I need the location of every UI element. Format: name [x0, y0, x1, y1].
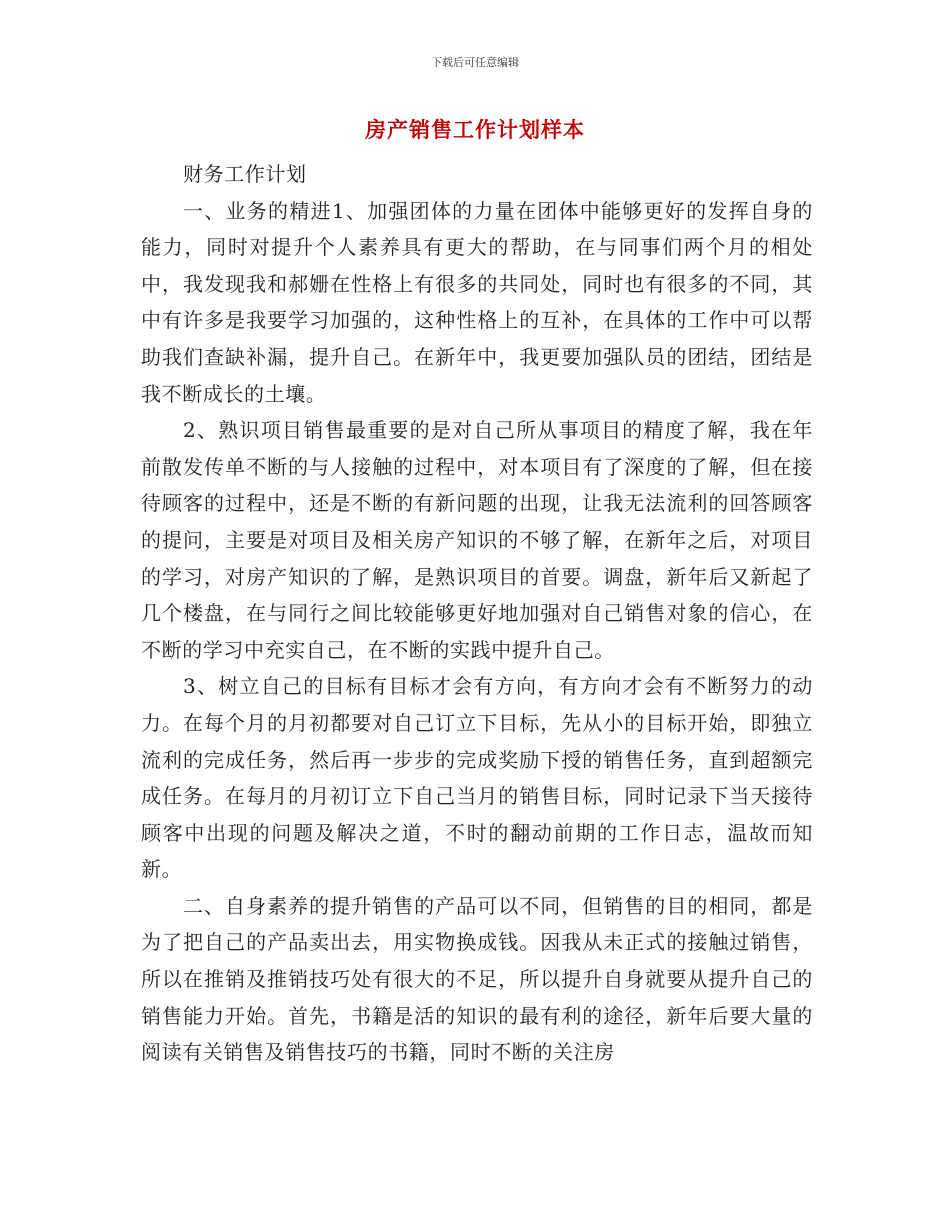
document-body: [141, 156, 813, 1071]
header-note: 下载后可任意编辑: [431, 56, 519, 69]
paragraph: 3、树立自己的目标有目标才会有方向，有方向才会有不断努力的动力。在每个月的月初都要对自己订立下目标，先从小的目标开始，即独立流利的完成任务，然后再一步步的完成奖励下授的销售任务，直到超额完成任务。在每月的月初订立下自己当月的销售目标，同时记录下当天接待顾客中出现的问题及解决之道，不时的翻动前期的工作日志，温故而知新。: [141, 674, 813, 882]
paragraph: 2、熟识项目销售最重要的是对自己所从事项目的精度了解，我在年前散发传单不断的与人接触的过程中，对本项目有了深度的了解，但在接待顾客的过程中，还是不断的有新问题的出现，让我无法流利的回答顾客的提问，主要是对项目及相关房产知识的不够了解，在新年之后，对项目的学习，对房产知识的了解，是熟识项目的首要。调盘，新年后又新起了几个楼盘，在与同行之间比较能够更好地加强对自己销售对象的信心，在不断的学习中充实自己，在不断的实践中提升自己。: [141, 418, 813, 662]
document-title: 房产销售工作计划样本: [365, 118, 585, 142]
paragraph: 二、自身素养的提升销售的产品可以不同，但销售的目的相同，都是为了把自己的产品卖出去，用实物换成钱。因我从未正式的接触过销售，所以在推销及推销技巧处有很大的不足，所以提升自身就要从提升自己的销售能力开始。首先，书籍是活的知识的最有利的途径，新年后要大量的阅读有关销售及销售技巧的书籍，同时不断的关注房: [141, 893, 813, 1065]
section-heading: 财务工作计划: [183, 162, 307, 186]
paragraph: 一、业务的精进1、加强团体的力量在团体中能够更好的发挥自身的能力，同时对提升个人素养具有更大的帮助，在与同事们两个月的相处中，我发现我和郝姗在性格上有很多的共同处，同时也有很多的不同，其中有许多是我要学习加强的，这种性格上的互补，在具体的工作中可以帮助我们查缺补漏，提升自己。在新年中，我更要加强队员的团结，团结是我不断成长的土壤。: [141, 198, 813, 406]
